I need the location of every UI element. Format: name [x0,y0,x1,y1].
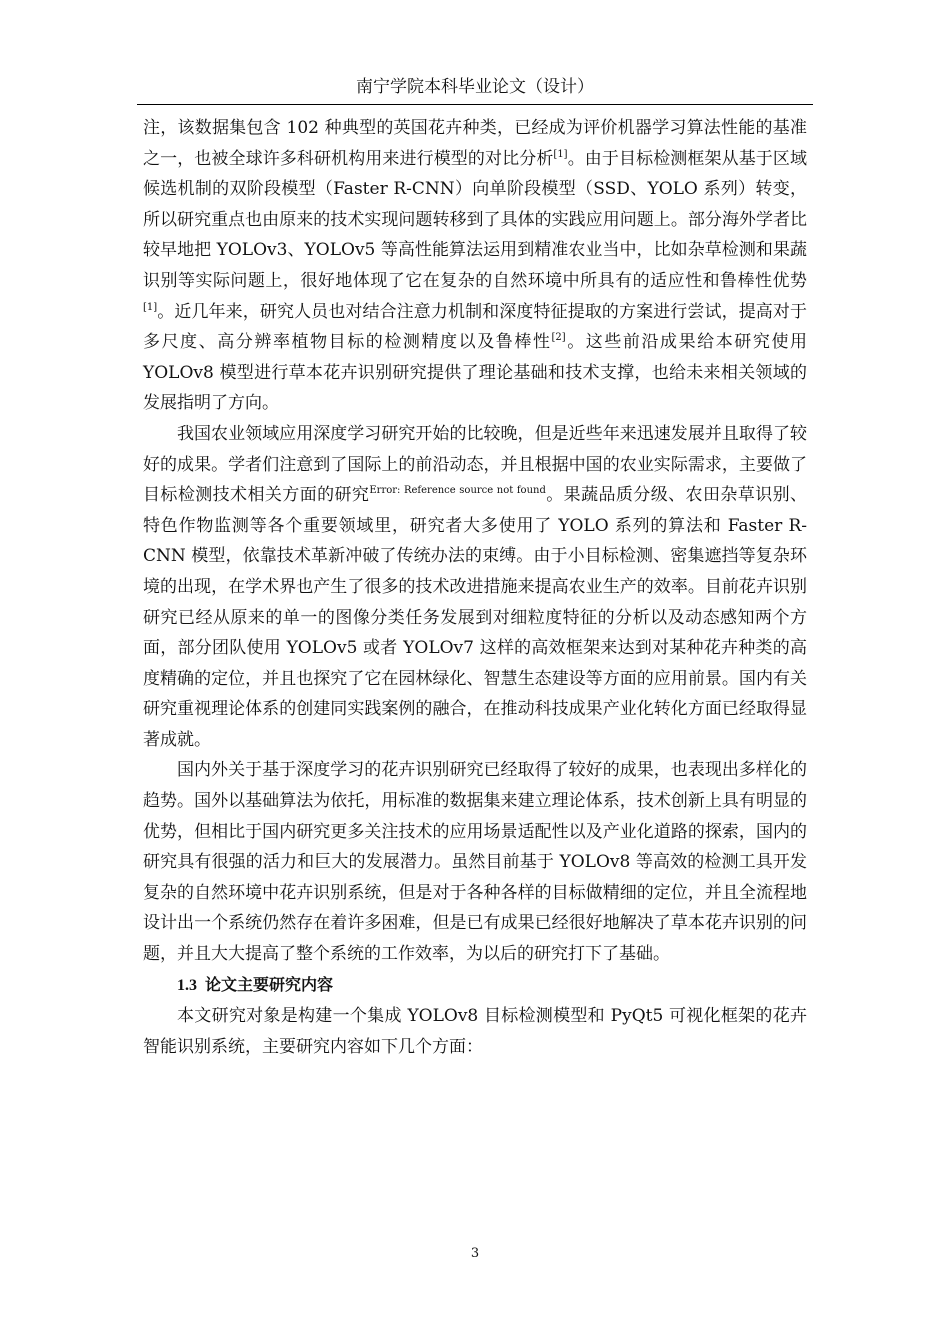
paragraph-1-text-b: 。由于目标检测框架从基于区域候选机制的双阶段模型（Faster R-CNN）向单阶段模型（SSD、YOLO 系列）转变，所以研究重点也由原来的技术实现问题转移到了具体的实践应用问题上。部分海外学者比较早地把 YOLOv3、YOLOv5 等高性能算法运用到精准农业当中，比如杂草检测和果蔬识别等实际问题上，很好地体现了它在复杂的自然环境中所具有的适应性和鲁棒性优势 [143,148,808,291]
body-text [143,113,807,1062]
section-heading [143,970,807,1002]
page-number: 3 [470,1246,480,1261]
page-header: 南宁学院本科毕业论文（设计） [137,76,813,105]
paragraph-3-text: 国内外关于基于深度学习的花卉识别研究已经取得了较好的成果，也表现出多样化的趋势。国外以基础算法为依托，用标准的数据集来建立理论体系，技术创新上具有明显的优势，但相比于国内研究更多关注技术的应用场景适配性以及产业化道路的探索，国内的研究具有很强的活力和巨大的发展潜力。虽然目前基于 YOLOv8 等高效的检测工具开发复杂的自然环境中花卉识别系统，但是对于各种各样的目标做精细的定位，并且全流程地设计出一个系统仍然存在着许多困难，但是已有成果已经很好地解决了草本花卉识别的问题，并且大大提高了整个系统的工作效率，为以后的研究打下了基础。 [143,760,807,965]
section-number: 1.3 [177,976,197,994]
paragraph-2 [143,419,807,756]
paragraph-1-text-c: 。近几年来，研究人员也对结合注意力机制和深度特征提取的方案进行尝试，提高对于多尺度、高分辨率植物目标的检测精度以及鲁棒性 [143,301,807,353]
paragraph-4: 本文研究对象是构建一个集成 YOLOv8 目标检测模型和 PyQt5 可视化框架的花卉智能识别系统，主要研究内容如下几个方面： [143,1006,807,1057]
section-title: 论文主要研究内容 [205,974,334,994]
citation-ref: [1] [553,148,568,160]
citation-ref: [1] [143,301,158,313]
paragraph-1-text-d: 。这些前沿成果给本研究使用 YOLOv8 模型进行草本花卉识别研究提供了理论基础和技术支撑，也给未来相关领域的发展指明了方向。 [143,332,808,414]
paragraph-2-text-a: 我国农业领域应用深度学习研究开始的比较晚，但是近些年来迅速发展并且取得了较好的成果。学者们注意到了国际上的前沿动态，并且根据中国的农业实际需求，主要做了目标检测技术相关方面的研究 [143,423,807,506]
paragraph-3 [143,755,807,969]
citation-error-ref: Error: Reference source not found [369,485,546,497]
paragraph-1-text-a: 注，该数据集包含 102 种典型的英国花卉种类，已经成为评价机器学习算法性能的基准之一，也被全球许多科研机构用来进行模型的对比分析 [143,118,807,169]
paragraph-2-text-b: 。果蔬品质分级、农田杂草识别、特色作物监测等各个重要领域里，研究者大多使用了 YOLO 系列的算法和 Faster R-CNN 模型，依靠技术革新冲破了传统办法的束缚。由于小目标检测、密集遮挡等复杂环境的出现，在学术界也产生了很多的技术改进措施来提高农业生产的效率。目前花卉识别研究已经从原来的单一的图像分类任务发展到对细粒度特征的分析以及动态感知两个方面，部分团队使用 YOLOv5 或者 YOLOv7 这样的高效框架来达到对某种花卉种类的高度精确的定位，并且也探究了它在园林绿化、智慧生态建设等方面的应用前景。国内有关研究重视理论体系的创建同实践案例的融合，在推动科技成果产业化转化方面已经取得显著成就。 [143,485,808,750]
paragraph-1 [143,113,807,419]
citation-ref: [2] [551,332,566,344]
